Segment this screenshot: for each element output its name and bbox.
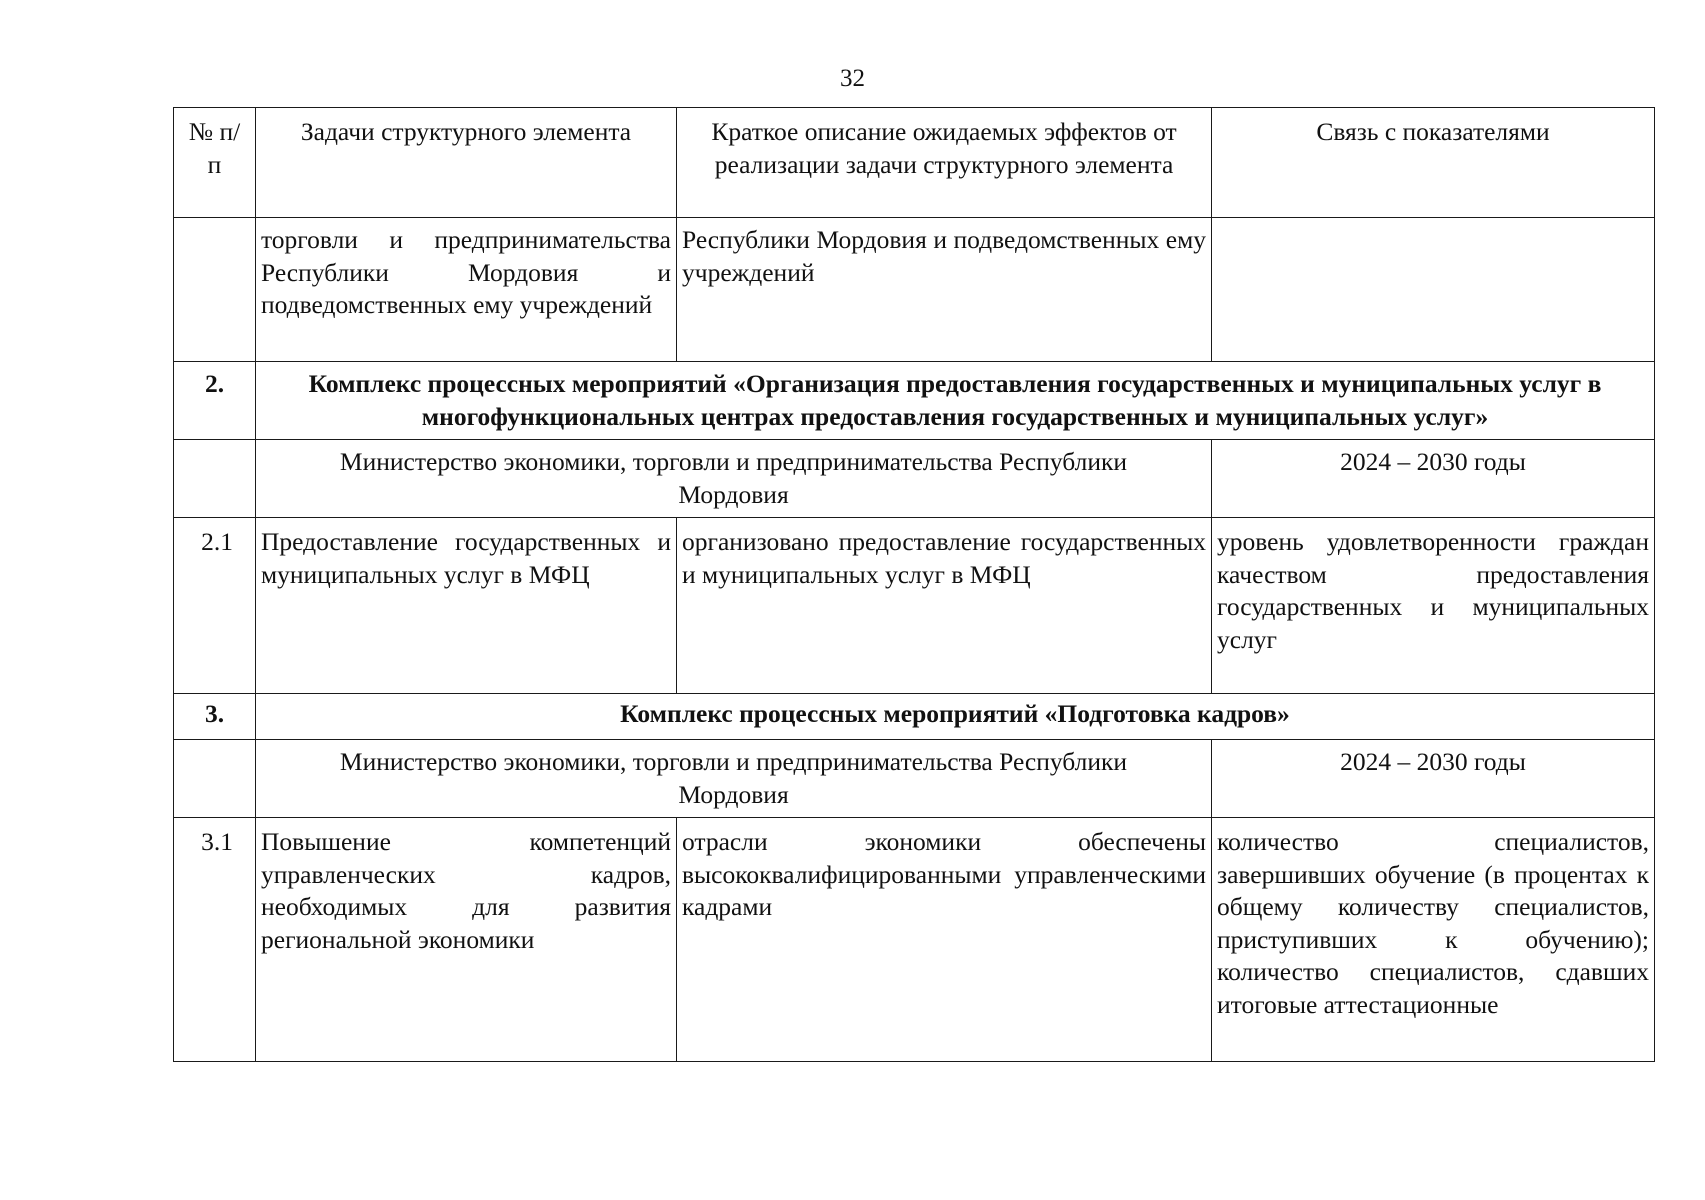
section-title: Комплекс процессных мероприятий «Подготовка кадров» [256,694,1655,740]
section-title-row [174,694,1655,740]
table-row [174,818,1655,1062]
row-num: 3.1 [174,818,256,1062]
table-row [174,518,1655,694]
section-title: Комплекс процессных мероприятий «Организация предоставления государственных и муниципальных услуг в многофункциональных центрах предоставления государственных и муниципальных услуг» [256,362,1655,440]
structural-elements-table [173,107,1655,1062]
row-task: торговли и предпринимательства Республики Мордовия и подведомственных ему учреждений [256,218,677,362]
responsible-body: Министерство экономики, торговли и предпринимательства Республики Мордовия [256,440,1212,518]
row-task: Повышение компетенций управленческих кадров, необходимых для развития региональной экономики [256,818,677,1062]
row-effect: отрасли экономики обеспечены высококвалифицированными управленческими кадрами [677,818,1212,1062]
implementation-period: 2024 – 2030 годы [1212,440,1655,518]
row-indicator: количество специалистов, завершивших обучение (в процентах к общему количеству специалистов, приступивших к обучению); количество специалистов, сдавших итоговые аттестационные [1212,818,1655,1062]
row-task: Предоставление государственных и муниципальных услуг в МФЦ [256,518,677,694]
row-num [174,218,256,362]
section-num: 2. [174,362,256,440]
implementation-period: 2024 – 2030 годы [1212,740,1655,818]
table-header-row [174,108,1655,218]
table-row [174,218,1655,362]
header-num-label: № п/п [188,117,241,179]
responsible-row [174,740,1655,818]
row-num [174,740,256,818]
responsible-body: Министерство экономики, торговли и предпринимательства Республики Мордовия [256,740,1212,818]
page-number: 32 [840,65,865,92]
row-num [174,440,256,518]
row-indicator [1212,218,1655,362]
header-effects: Краткое описание ожидаемых эффектов от реализации задачи структурного элемента [677,108,1212,218]
row-effect: организовано предоставление государственных и муниципальных услуг в МФЦ [677,518,1212,694]
header-tasks: Задачи структурного элемента [256,108,677,218]
row-indicator: уровень удовлетворенности граждан качеством предоставления государственных и муниципальных услуг [1212,518,1655,694]
row-num: 2.1 [174,518,256,694]
header-num [174,108,256,218]
section-num: 3. [174,694,256,740]
row-effect: Республики Мордовия и подведомственных ему учреждений [677,218,1212,362]
header-indicators: Связь с показателями [1212,108,1655,218]
section-title-row [174,362,1655,440]
responsible-row [174,440,1655,518]
